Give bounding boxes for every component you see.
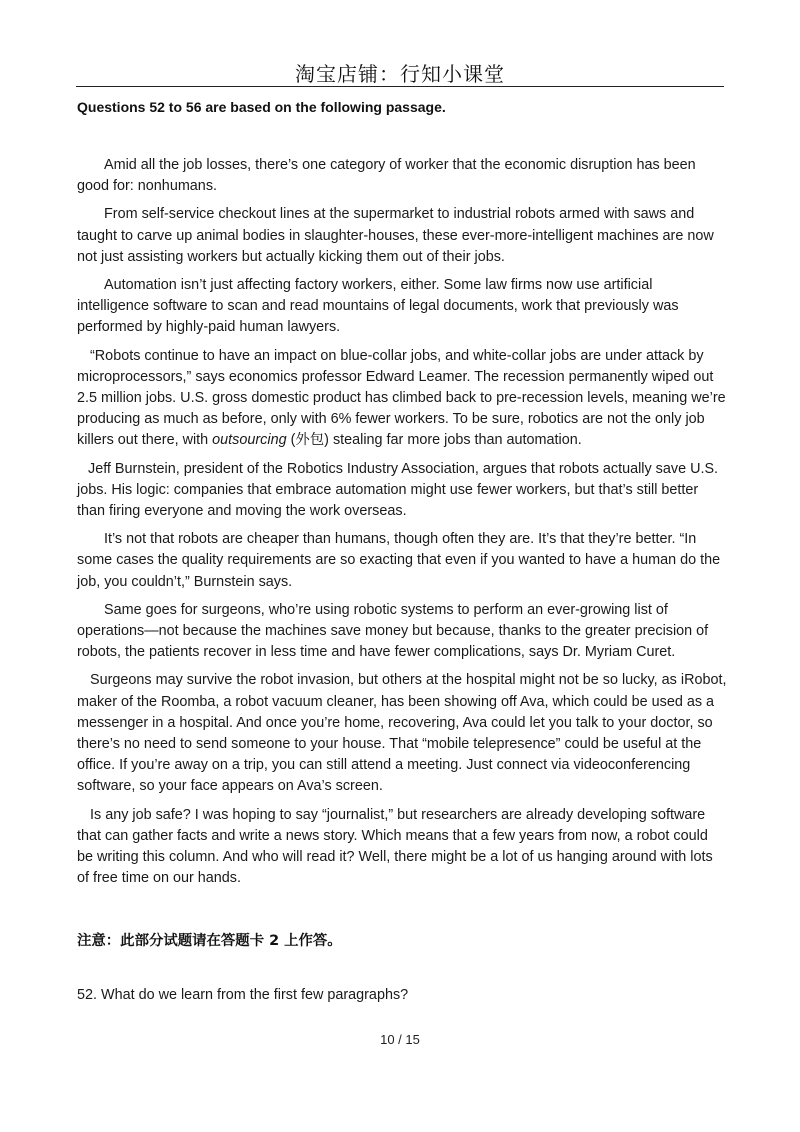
passage-paragraph-4 — [77, 346, 727, 452]
passage-paragraph-2: From self-service checkout lines at the supermarket to industrial robots armed with saws and taught to carve up animal bodies in slaughter-houses, these ever-more-intelligent machines are now not just assisting workers but actually kicking them out of their jobs. — [77, 206, 714, 265]
paragraph-4-text-end: (外包) stealing far more jobs than automation. — [286, 432, 582, 449]
italic-term-outsourcing: outsourcing — [212, 432, 287, 449]
passage-paragraph-8: Surgeons may survive the robot invasion, but others at the hospital might not be so lucky, as iRobot, maker of the Roomba, a robot vacuum cleaner, has been showing off Ava, which could be used as a messenger in a hospital. And once you’re home, recovering, Ava could let you talk to your doctor, so there’s no need to send someone to your house. That “mobile telepresence” could be useful at the office. If you’re away on a trip, you can still attend a meeting. Just connect via videoconferencing software, so your face appears on Ava’s screen. — [77, 672, 727, 795]
paragraph-4-text-start: “Robots continue to have an impact on blue-collar jobs, and white-collar jobs are under attack by microprocessors,” says economics professor Edward Leamer. The recession permanently wiped out 2.5 million jobs. U.S. gross domestic product has climbed back to pre-recession levels, meaning we’re producing as much as before, only with 6% fewer workers. To be sure, robotics are not the only job killers out there, with — [77, 347, 726, 449]
passage-paragraph-7: Same goes for surgeons, who’re using robotic systems to perform an ever-growing list of operations—not because the machines save money but because, thanks to the greater precision of robots, the patients recover in less time and have fewer complications, says Dr. Myriam Curet. — [77, 601, 709, 661]
page-number: 10 / 15 — [380, 1032, 420, 1047]
passage-paragraph-6: It’s not that robots are cheaper than humans, though often they are. It’s that they’re better. “In some cases the quality requirements are so exacting that even if you wanted to have a human do the job, you couldn’t,” Burnstein says. — [77, 531, 721, 590]
answer-sheet-notice: 注意：此部分试题请在答题卡 2 上作答。 — [77, 933, 342, 949]
passage-paragraph-3: Automation isn’t just affecting factory workers, either. Some law firms now use artificial intelligence software to scan and read mountains of legal documents, work that previously was performed by highly-paid human lawyers. — [77, 277, 679, 336]
passage-paragraph-1: Amid all the job losses, there’s one category of worker that the economic disruption has been good for: nonhumans. — [77, 157, 696, 195]
reading-passage — [77, 155, 727, 897]
page-header-title: 淘宝店铺：行知小课堂 — [295, 62, 505, 86]
header-divider — [76, 86, 724, 87]
passage-paragraph-5: Jeff Burnstein, president of the Robotics Industry Association, argues that robots actually save U.S. jobs. His logic: companies that embrace automation might use fewer workers, but that’s still better than firing everyone and moving the work overseas. — [77, 460, 719, 520]
question-52: 52. What do we learn from the first few paragraphs? — [77, 987, 409, 1003]
passage-paragraph-9: Is any job safe? I was hoping to say “journalist,” but researchers are already developing software that can gather facts and write a news story. Which means that a few years from now, a robot could be writing this column. And who will read it? Well, there might be a lot of us hanging around with lots of free time on our hands. — [77, 806, 713, 887]
section-heading: Questions 52 to 56 are based on the following passage. — [77, 99, 446, 115]
